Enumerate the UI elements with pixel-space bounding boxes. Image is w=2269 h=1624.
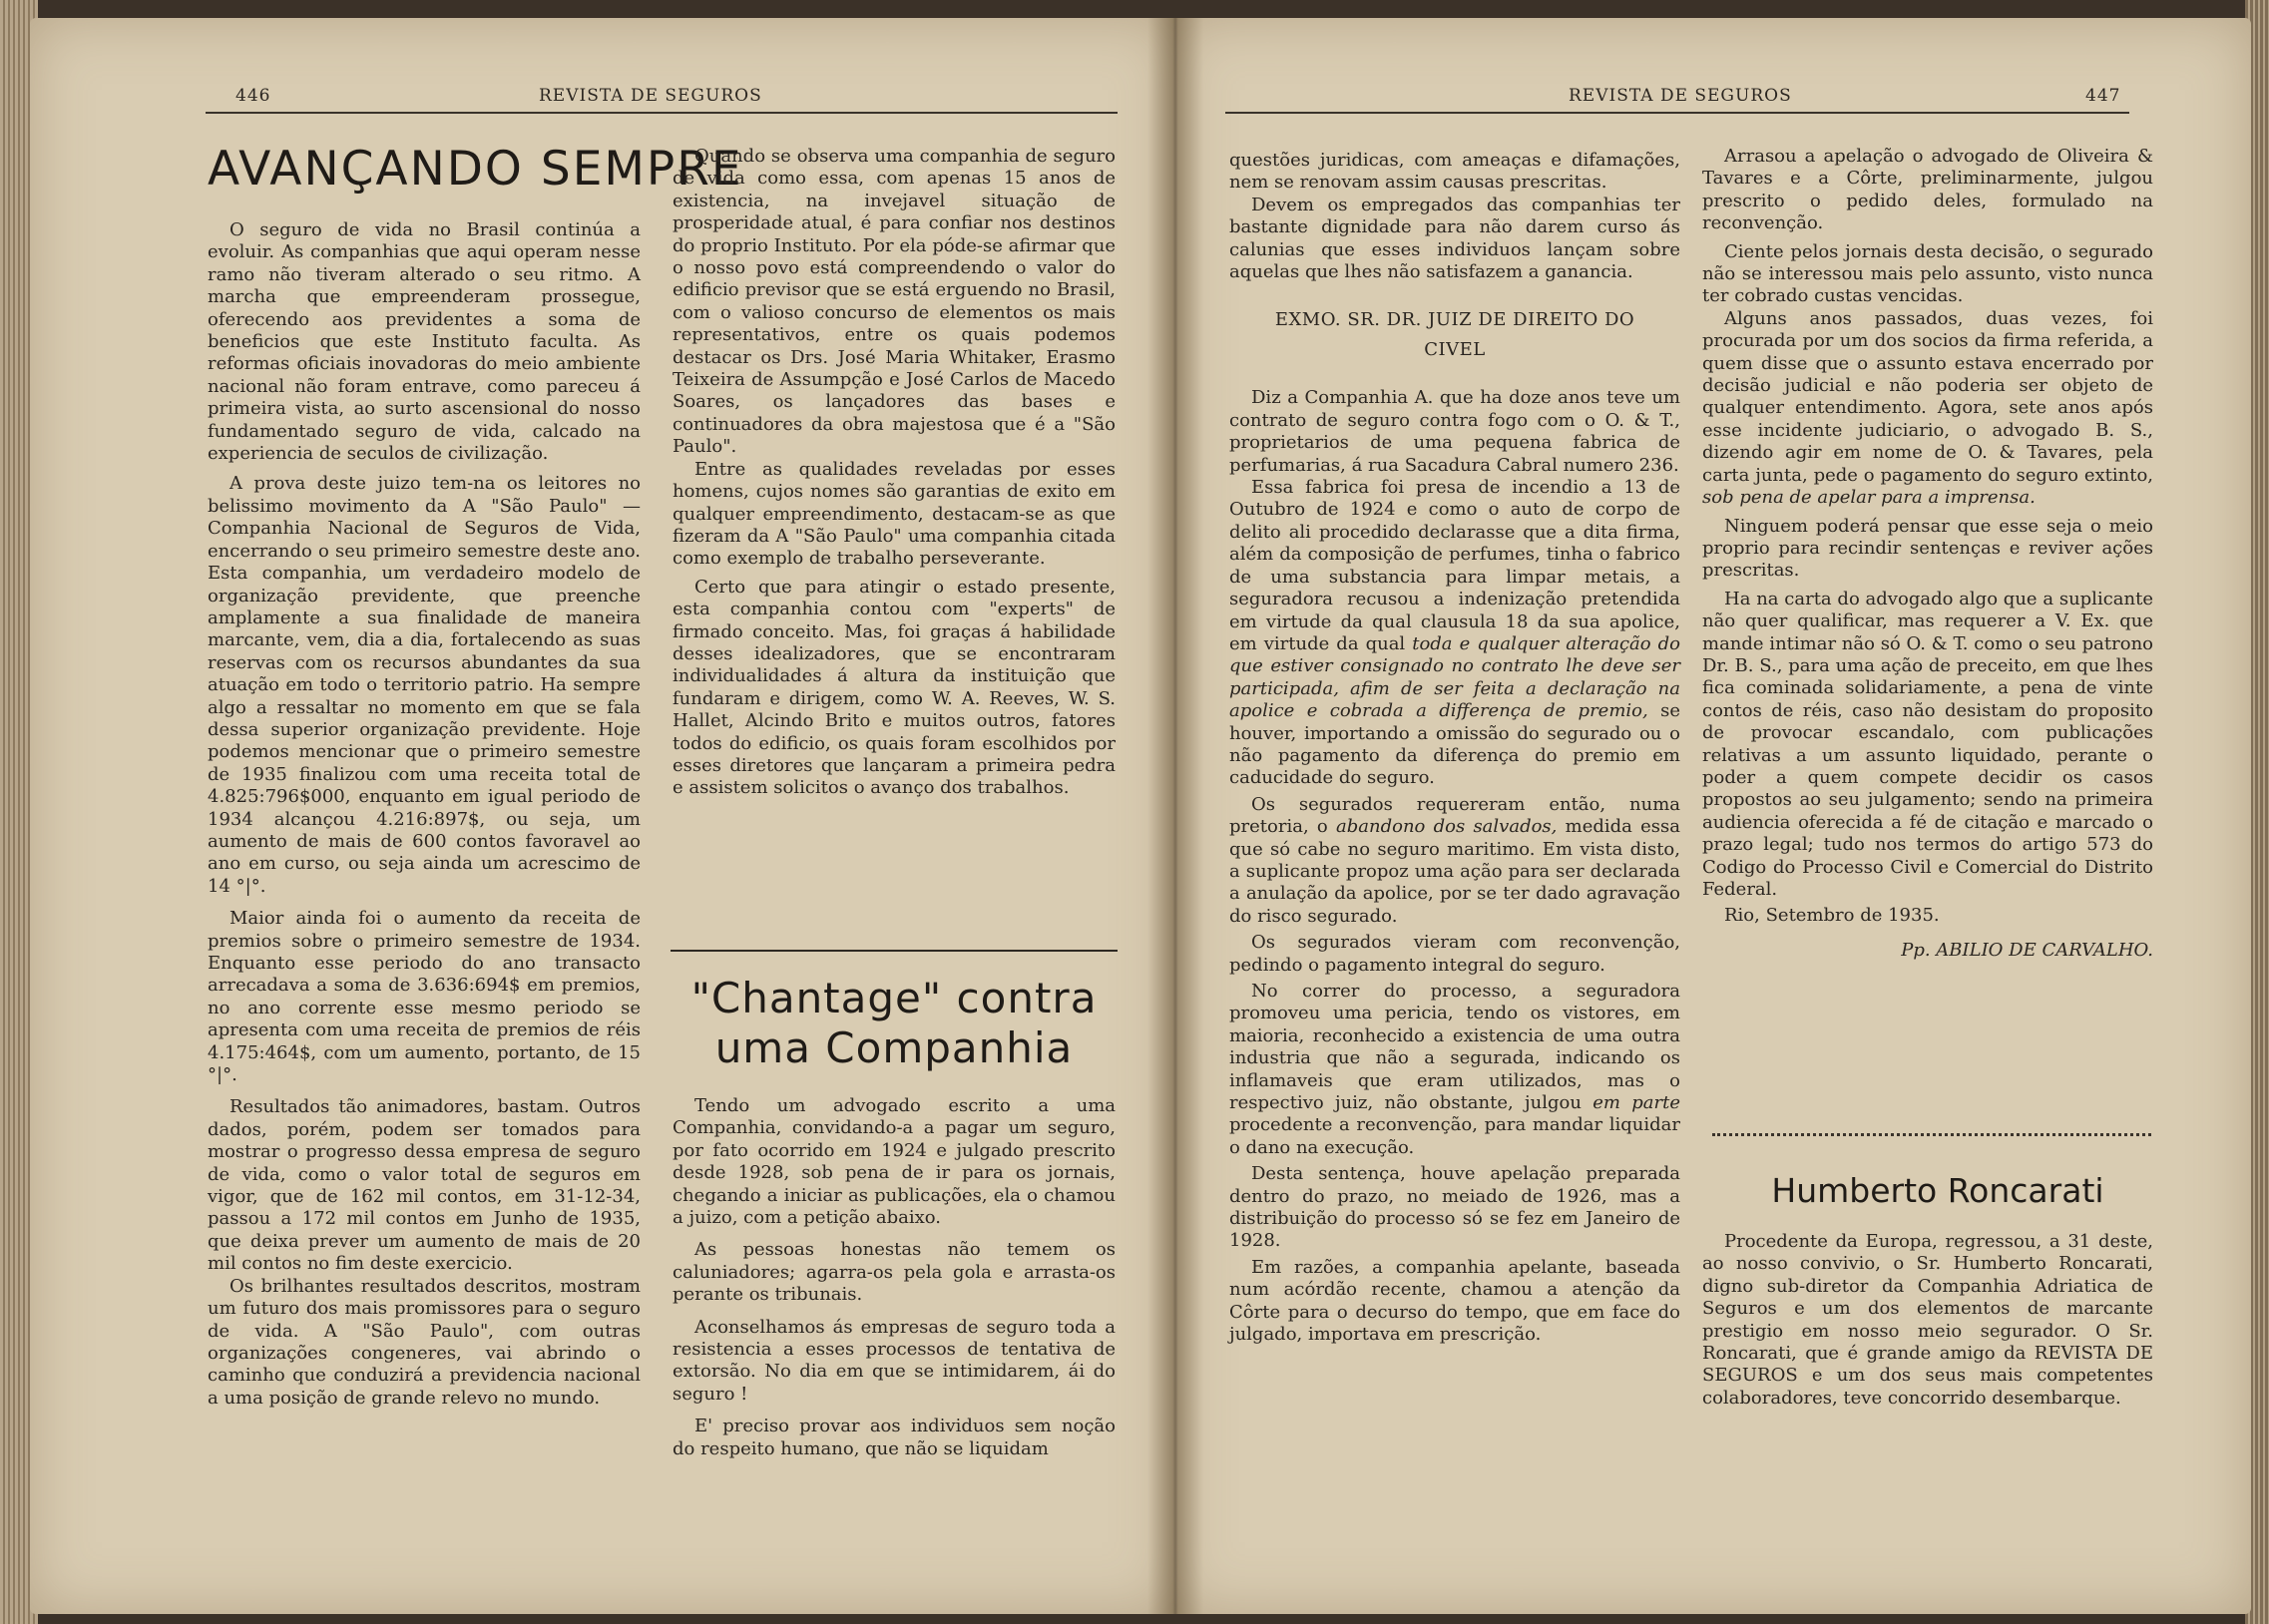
paragraph: Devem os empregados das companhias ter bastante dignidade para não darem curso ás calunias que esses individuos lançam sobre aquelas que lhes não satisfazem a ganancia. bbox=[1229, 194, 1680, 283]
petition-column-1 bbox=[1229, 150, 1680, 1347]
paragraph: E' preciso provar aos individuos sem noção do respeito humano, que não se liquidam bbox=[673, 1416, 1116, 1459]
text-span: Alguns anos passados, duas vezes, foi procurada por um dos socios da firma referida, a quem disse que o assunto estava encerrado por decisão judicial e não poderia ser objeto de qualquer entendimento. Agora, sete anos após esse incidente judiciario, o advogado B. S., dizendo agir em nome de O. & Tavares, pela carta junta, pede o pagamento do seguro extinto, bbox=[1702, 307, 2153, 486]
paragraph: Ciente pelos jornais desta decisão, o segurado não se interessou mais pelo assunto, visto nunca ter cobrado custas vencidas. bbox=[1702, 240, 2153, 307]
paragraph: Entre as qualidades reveladas por esses homens, cujos nomes são garantias de exito em qualquer empreendimento, destacam-se as que fizeram da A "São Paulo" uma companhia citada como exemplo de trabalho perseverante. bbox=[673, 458, 1116, 570]
paragraph: Os segurados vieram com reconvenção, pedindo o pagamento integral do seguro. bbox=[1229, 932, 1680, 976]
page-number-right: 447 bbox=[2085, 86, 2121, 106]
text-span: procedente a reconvenção, para mandar liquidar o dano na execução. bbox=[1229, 1114, 1680, 1158]
article-column-2 bbox=[673, 146, 1116, 800]
paragraph: Resultados tão animadores, bastam. Outros dados, porém, podem ser tomados para mostrar o progresso dessa empresa de seguro de vida, como o valor total de seguros em vigor, que de 162 mil contos, em 31-12-34, passou a 172 mil contos em Junho de 1935, que deixa prever um aumento de mais de 20 mil contos no fim deste exercicio. bbox=[208, 1096, 641, 1275]
petition-column-2 bbox=[1702, 146, 2153, 962]
article-title-avancando: AVANÇANDO SEMPRE bbox=[208, 142, 743, 197]
text-span: medida essa que só cabe no seguro maritimo. Em vista disto, a suplicante propoz uma ação para ser declarada a anulação da apolice, por se ter dado agravação do risco segurado. bbox=[1229, 816, 1681, 927]
paragraph: Certo que para atingir o estado presente, esta companhia contou com "experts" de firmado conceito. Mas, foi graças á habilidade desses idealizadores, que se encontraram individualidades á altura da instituição que fundaram e dirigem, como W. A. Reeves, W. S. Hallet, Alcindo Brito e muitos outros, fatores todos do edificio, os quais foram escolhidos por esses diretores que lançaram a primeira pedra e assistem solicitos o avanço dos trabalhos. bbox=[673, 576, 1116, 799]
header-rule-right bbox=[1225, 112, 2129, 114]
article-column-1 bbox=[208, 219, 641, 1410]
court-address: EXMO. SR. DR. JUIZ DE DIREITO DO CIVEL bbox=[1274, 309, 1635, 361]
italic-clause: sob pena de apelar para a imprensa. bbox=[1702, 487, 2036, 509]
text-span: Os segurados requereram então, numa pretoria, o bbox=[1229, 793, 1680, 838]
running-head-right: REVISTA DE SEGUROS bbox=[1569, 86, 1792, 106]
paragraph: O seguro de vida no Brasil continúa a evoluir. As companhias que aqui operam nesse ramo não tiveram alterado o seu ritmo. A marcha que empreenderam prossegue, oferecendo aos previdentes a soma de beneficios que este Instituto faculta. As reformas oficiais inovadoras do meio ambiente nacional não foram entrave, como pareceu á primeira vista, ao surto ascensional do nosso fundamentado seguro de vida, calcado na experiencia de seculos de civilização. bbox=[208, 219, 641, 465]
article-title-chantage: "Chantage" contra uma Companhia bbox=[690, 974, 1098, 1072]
place-date: Rio, Setembro de 1935. bbox=[1724, 905, 1940, 927]
paragraph bbox=[1229, 794, 1680, 928]
paragraph: Em razões, a companhia apelante, baseada num acórdão recente, chamou a atenção da Côrte para o decurso do tempo, que em face do julgado, importava em prescrição. bbox=[1229, 1256, 1680, 1346]
paragraph: Arrasou a apelação o advogado de Oliveira & Tavares e a Côrte, preliminarmente, julgou prescrito o pedido deles, formulado na reconvenção. bbox=[1702, 146, 2153, 234]
paragraph: Aconselhamos ás empresas de seguro toda a resistencia a esses processos de tentativa de extorsão. No dia em que se intimidarem, ái do seguro ! bbox=[673, 1316, 1116, 1405]
header-rule-left bbox=[206, 112, 1118, 114]
paragraph: Os brilhantes resultados descritos, mostram um futuro dos mais promissores para o seguro de vida. A "São Paulo", com outras organizações congeneres, vai abrindo o caminho que conduzirá a previdencia nacional a uma posição de grande relevo no mundo. bbox=[208, 1275, 641, 1409]
book-gutter bbox=[1147, 18, 1203, 1614]
paragraph: questões juridicas, com ameaças e difamações, nem se renovam assim causas prescritas. bbox=[1229, 150, 1680, 194]
page-number-left: 446 bbox=[235, 86, 271, 106]
paragraph: Tendo um advogado escrito a uma Companhia, convidando-a a pagar um seguro, por fato ocorrido em 1924 e julgado prescrito desde 1928, sob pena de ir para os jornais, chegando a iniciar as publicações, ela o chamou a juizo, com a petição abaixo. bbox=[673, 1095, 1116, 1229]
italic-clause: em parte bbox=[1592, 1092, 1681, 1114]
italic-clause: toda e qualquer alteração do que estiver consignado no contrato lhe deve ser participada, afim de ser feita a declaração na apolice e cobrada a differença de premio, bbox=[1229, 632, 1680, 722]
paragraph: Quando se observa uma companhia de seguro de vida como essa, com apenas 15 anos de existencia, na invejavel situação de prosperidade atual, é para confiar nos destinos do proprio Instituto. Por ela póde-se afirmar que o nosso povo está compreendendo o valor do edificio previsor que se está erguendo no Brasil, com o valioso concurso de elementos os mais representativos, entre os quais podemos destacar os Drs. José Maria Whitaker, Erasmo Teixeira de Assumpção e José Carlos de Macedo Soares, os lançadores das bases e continuadores da obra majestosa que é a "São Paulo". bbox=[673, 146, 1116, 458]
text-span: Essa fabrica foi presa de incendio a 13 de Outubro de 1924 e como o auto de corpo de delito ali procedido declarasse que a dita firma, além da composição de perfumes, tinha o fabrico de uma substancia para limpar metais, a seguradora recusou a indenização pretendida em virtude da qual clausula 18 da sua apolice, em virtude da qual bbox=[1229, 477, 1680, 654]
paragraph: Diz a Companhia A. que ha doze anos teve um contrato de seguro contra fogo com o O. & T., proprietarios de uma pequena fabrica de perfumarias, á rua Sacadura Cabral numero 236. bbox=[1229, 387, 1680, 476]
paragraph: Desta sentença, houve apelação preparada dentro do prazo, no meiado de 1926, mas a distribuição do processo só se fez em Janeiro de 1928. bbox=[1229, 1163, 1680, 1252]
paragraph bbox=[1229, 981, 1680, 1159]
article-chantage-text bbox=[673, 1095, 1116, 1460]
article-humberto-text bbox=[1702, 1231, 2153, 1410]
article-title-humberto: Humberto Roncarati bbox=[1771, 1171, 2104, 1210]
paragraph: Ninguem poderá pensar que esse seja o meio proprio para recindir sentenças e reviver ações prescritas. bbox=[1702, 515, 2153, 582]
paragraph bbox=[1702, 308, 2153, 510]
paragraph bbox=[1229, 477, 1680, 790]
italic-clause: abandono dos salvados, bbox=[1336, 816, 1558, 838]
paragraph: Ha na carta do advogado algo que a suplicante não quer qualificar, mas requerer a V. Ex. que mande intimar não só O. & T. como o seu patrono Dr. B. S., para uma ação de preceito, em que lhes fica cominada solidariamente, a pena de vinte contos de réis, caso não desistam do proposito de provocar escandalo, com publicações relativas a um assunto liquidado, perante o poder a quem compete decidir os casos propostos ao seu julgamento; sendo na primeira audiencia oferecida a fé de citação e marcado o prazo legal; tudo nos termos do artigo 573 do Codigo do Processo Civil e Comercial do Distrito Federal. bbox=[1702, 588, 2153, 900]
running-head-left: REVISTA DE SEGUROS bbox=[539, 86, 762, 106]
section-divider bbox=[1712, 1133, 2151, 1136]
paragraph: Maior ainda foi o aumento da receita de premios sobre o primeiro semestre de 1934. Enquanto esse periodo do ano transacto arrecadava a soma de 3.636:694$ em premios, no ano corrente esse mesmo periodo se apresenta com uma receita de premios de réis 4.175:464$, com um aumento, portanto, de 15 °|°. bbox=[208, 908, 641, 1086]
signature: Pp. ABILIO DE CARVALHO. bbox=[1901, 939, 2153, 961]
text-span: No correr do processo, a seguradora promoveu uma pericia, tendo os vistores, em maioria, reconhecido a existencia de uma outra industria que não a segurada, indicando os inflamaveis que eram utilizados, mas o respectivo juiz, não obstante, julgou bbox=[1229, 981, 1680, 1114]
paragraph: Procedente da Europa, regressou, a 31 deste, ao nosso convivio, o Sr. Humberto Roncarati, digno sub-diretor da Companhia Adriatica de Seguros e um dos elementos de marcante prestigio em nosso meio segurador. O Sr. Roncarati, que é grande amigo da REVISTA DE SEGUROS e um dos seus mais competentes colaboradores, teve concorrido desembarque. bbox=[1702, 1231, 2153, 1409]
article-divider bbox=[671, 950, 1118, 952]
paragraph: As pessoas honestas não temem os caluniadores; agarra-os pela gola e arrasta-os perante os tribunais. bbox=[673, 1239, 1116, 1306]
text-span: se houver, importando a omissão do segurado ou o não pagamento da diferença do premio em caducidade do seguro. bbox=[1229, 700, 1680, 789]
paragraph: A prova deste juizo tem-na os leitores no belissimo movimento da A "São Paulo" — Companhia Nacional de Seguros de Vida, encerrando o seu primeiro semestre deste ano. Esta companhia, um verdadeiro modelo de organização previdente, que preenche amplamente a sua finalidade de maneira marcante, vem, dia a dia, fortalecendo as suas reservas com os recursos abundantes da sua atuação em todo o territorio patrio. Ha sempre algo a ressaltar no momento em que se fala dessa superior organização previdente. Hoje podemos mencionar que o primeiro semestre de 1935 finalizou com uma receita total de 4.825:796$000, enquanto em igual periodo de 1934 alcançou 4.216:897$, ou seja, um aumento de mais de 600 contos favoravel ao ano em curso, ou seja ainda um acrescimo de 14 °|°. bbox=[208, 473, 641, 897]
